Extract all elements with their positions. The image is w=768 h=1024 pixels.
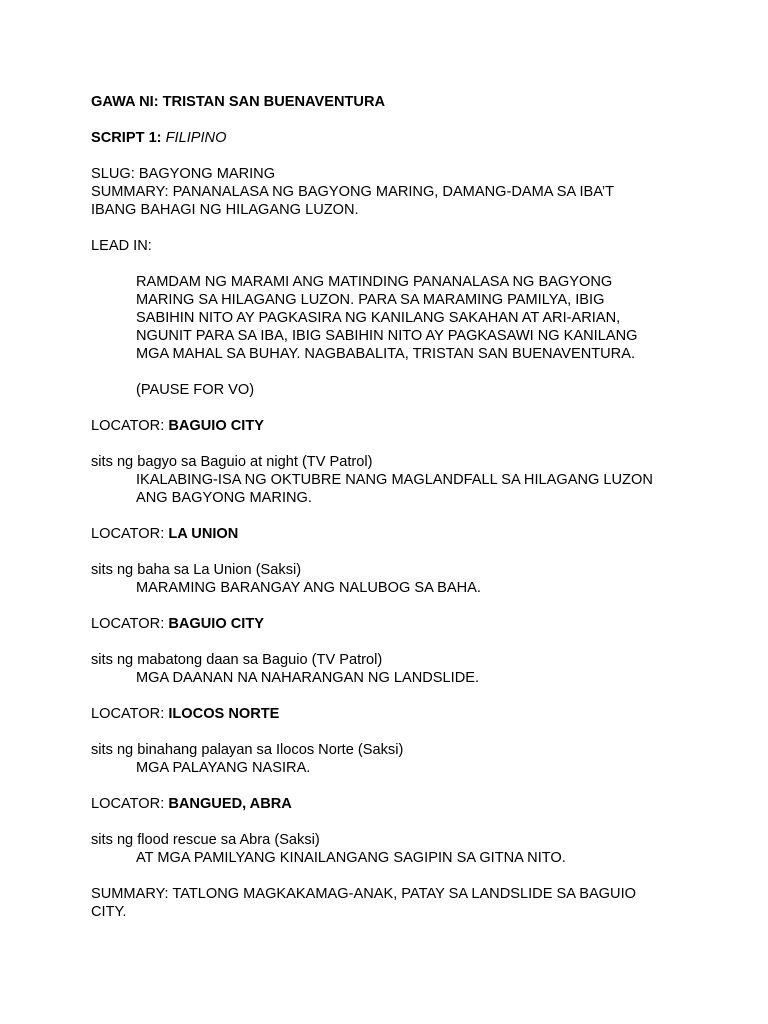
summary-line: IBANG BAHAGI NG HILAGANG LUZON. [91,202,359,218]
locator-label: LOCATOR: [91,526,165,542]
locator-line [91,705,691,723]
vo-line: MGA PALAYANG NASIRA. [136,760,311,776]
script-language: FILIPINO [165,130,227,146]
vo-block [91,579,691,597]
summary-line: SUMMARY: PANANALASA NG BAGYONG MARING, DAMANG-DAMA SA IBA’T [91,184,615,200]
vo-line: MGA DAANAN NA NAHARANGAN NG LANDSLIDE. [136,670,480,686]
lead-in-body [91,273,691,399]
lead-in-line: RAMDAM NG MARAMI ANG MATINDING PANANALASA NG BAGYONG [136,274,613,290]
vo-block [91,669,691,687]
sits-line: sits ng mabatong daan sa Baguio (TV Patrol) [91,652,383,668]
locator-value: BAGUIO CITY [168,418,264,434]
vo-block [91,849,691,867]
lead-in-label: LEAD IN: [91,238,152,254]
script-label: SCRIPT 1: [91,130,162,146]
locator-line [91,417,691,435]
lead-in-line: MARING SA HILAGANG LUZON. PARA SA MARAMING PAMILYA, IBIG [136,292,605,308]
locator-line [91,615,691,633]
lead-in-line: SABIHIN NITO AY PAGKASIRA NG KANILANG SAKAHAN AT ARI-ARIAN, [136,310,621,326]
closing-summary-line: CITY. [91,904,127,920]
script-document [91,93,691,921]
locator-label: LOCATOR: [91,418,165,434]
locator-value: LA UNION [168,526,239,542]
locator-label: LOCATOR: [91,616,165,632]
locator-line [91,525,691,543]
locator-value: BAGUIO CITY [168,616,264,632]
locator-value: BANGUED, ABRA [168,796,292,812]
lead-in-line: NGUNIT PARA SA IBA, IBIG SABIHIN NITO AY PAGKASAWI NG KANILANG [136,328,638,344]
vo-block [91,471,691,507]
sits-line: sits ng binahang palayan sa Ilocos Norte (Saksi) [91,742,404,758]
vo-line: AT MGA PAMILYANG KINAILANGANG SAGIPIN SA GITNA NITO. [136,850,566,866]
sits-line: sits ng flood rescue sa Abra (Saksi) [91,832,320,848]
locator-value: ILOCOS NORTE [168,706,280,722]
script-title [91,129,691,147]
vo-block [91,759,691,777]
sits-line: sits ng baha sa La Union (Saksi) [91,562,302,578]
slug-line: SLUG: BAGYONG MARING [91,166,276,182]
closing-summary-line: SUMMARY: TATLONG MAGKAKAMAG-ANAK, PATAY SA LANDSLIDE SA BAGUIO [91,886,636,902]
vo-line: IKALABING-ISA NG OKTUBRE NANG MAGLANDFALL SA HILAGANG LUZON [136,472,653,488]
author-line: GAWA NI: TRISTAN SAN BUENAVENTURA [91,94,386,110]
pause-cue: (PAUSE FOR VO) [136,382,255,398]
locator-label: LOCATOR: [91,706,165,722]
vo-line: ANG BAGYONG MARING. [136,490,312,506]
sits-line: sits ng bagyo sa Baguio at night (TV Patrol) [91,454,373,470]
vo-line: MARAMING BARANGAY ANG NALUBOG SA BAHA. [136,580,481,596]
locator-line [91,795,691,813]
locator-label: LOCATOR: [91,796,165,812]
lead-in-line: MGA MAHAL SA BUHAY. NAGBABALITA, TRISTAN SAN BUENAVENTURA. [136,346,636,362]
